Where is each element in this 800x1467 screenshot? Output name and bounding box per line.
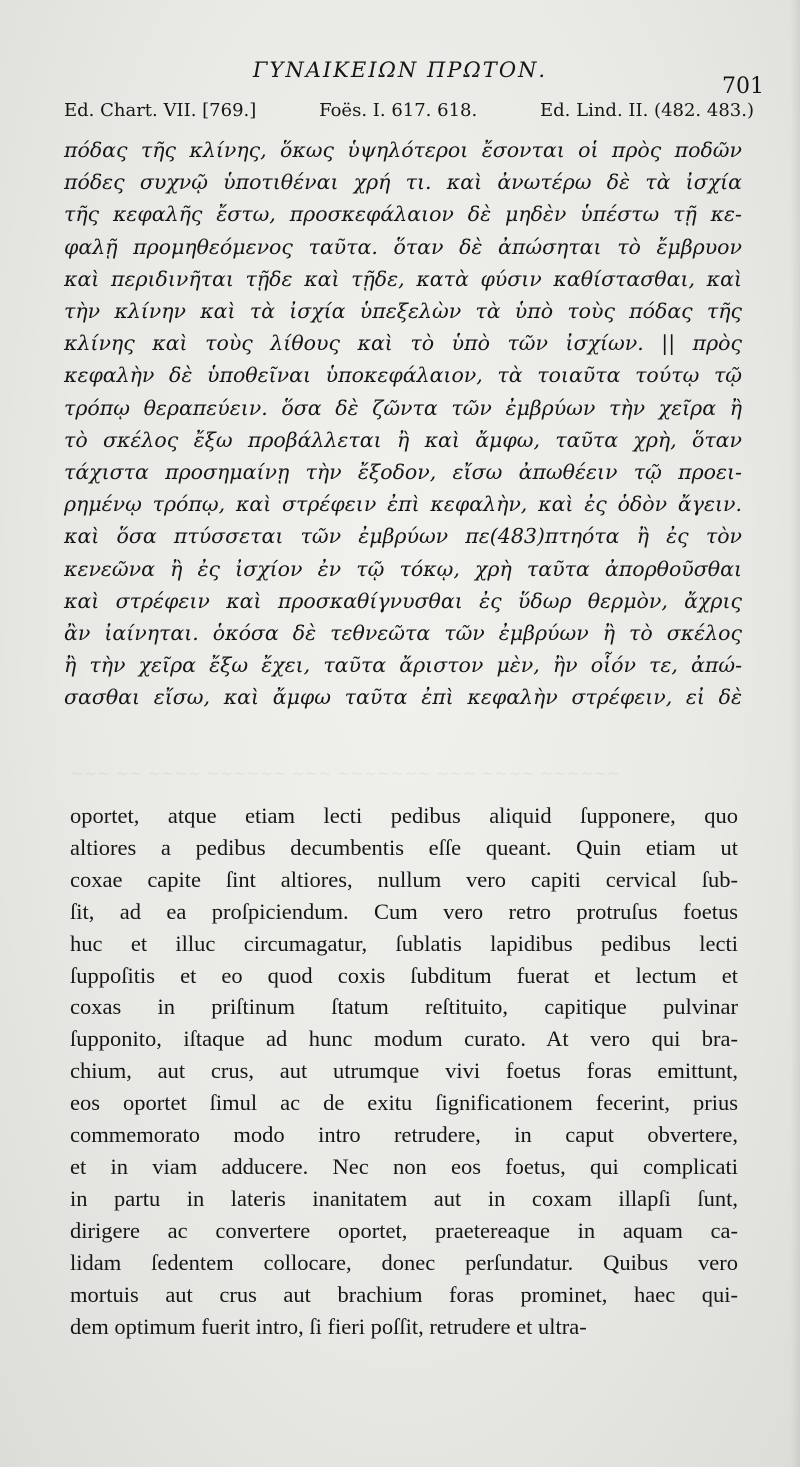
latin-line: lidam ſedentem collocare, donec perſundatur. Quibus vero (70, 1249, 738, 1275)
latin-line: altiores a pedibus decumbentis eſſe queant. Quin etiam ut (70, 834, 738, 860)
latin-line: ſuppoſitis et eo quod coxis ſubditum fuerat et lectum et (70, 962, 738, 988)
linden-edition-reference: Ed. Lind. II. (482. 483.) (540, 100, 754, 121)
latin-line: chium, aut crus, aut utrumque vivi foetus foras emittunt, (70, 1058, 738, 1084)
greek-line: τῆς κεφαλῆς ἔστω, προσκεφάλαιον δὲ μηδὲν ὑπέστω τῇ κε- (64, 202, 742, 227)
greek-line: καὶ στρέφειν καὶ προσκαθίγνυσθαι ἐς ὕδωρ θερμὸν, ἄχρις (64, 588, 742, 613)
latin-line: dirigere ac convertere oportet, praetereaque in aquam ca- (70, 1217, 738, 1243)
foesius-edition-reference: Foës. I. 617. 618. (319, 100, 478, 121)
latin-line: huc et illuc circumagatur, ſublatis lapidibus pedibus lecti (70, 930, 738, 956)
latin-line: mortuis aut crus aut brachium foras prominet, haec qui- (70, 1281, 738, 1307)
greek-line: τρόπῳ θεραπεύειν. ὅσα δὲ ζῶντα τῶν ἐμβρύων τὴν χεῖρα ἢ (64, 395, 742, 420)
greek-line: κενεῶνα ἢ ἐς ἰσχίον ἐν τῷ τόκῳ, χρὴ ταῦτα ἀπορθοῦσθαι (64, 556, 742, 581)
greek-line: καὶ περιδινῆται τῇδε καὶ τῇδε, κατὰ φύσιν καθίστασθαι, καὶ (64, 266, 742, 291)
page-number: 701 (722, 74, 764, 99)
edition-references (64, 100, 754, 121)
latin-text-block (70, 800, 738, 1342)
greek-line: ἂν ἰαίνηται. ὁκόσα δὲ τεθνεῶτα τῶν ἐμβρύων ἢ τὸ σκέλος (64, 621, 742, 646)
latin-line: dem optimum fuerit intro, ſi fieri poſſit, retrudere et ultra- (70, 1313, 587, 1339)
running-head: ΓΥΝΑΙΚΕΙΩΝ ΠΡΩΤΟΝ. (252, 58, 548, 82)
latin-line: eos oportet ſimul ac de exitu ſignificationem fecerint, prius (70, 1090, 738, 1116)
page-edge-shadow (790, 0, 800, 1467)
latin-line: commemorato modo intro retrudere, in caput obvertere, (70, 1122, 738, 1148)
greek-line: πόδες συχνῷ ὑποτιθέναι χρή τι. καὶ ἀνωτέρω δὲ τὰ ἰσχία (64, 170, 742, 195)
greek-line: φαλῇ προμηθεόμενος ταῦτα. ὅταν δὲ ἀπώσηται τὸ ἔμβρυον (64, 234, 742, 259)
latin-line: coxae capite ſint altiores, nullum vero capiti cervical ſub- (70, 866, 738, 892)
show-through-mark: ~~~ ~~ ~~~~ ~~~~~~ ~~~ ~~~~~~~ ~~~ ~~~~ ~~~~~~ (70, 764, 621, 783)
latin-line: coxas in priſtinum ſtatum reſtituito, capitique pulvinar (70, 994, 738, 1020)
greek-line: κλίνης καὶ τοὺς λίθους καὶ τὸ ὑπὸ τῶν ἰσχίων. || πρὸς (64, 331, 742, 356)
greek-text-block (64, 134, 742, 714)
latin-line: oportet, atque etiam lecti pedibus aliquid ſupponere, quo (70, 803, 738, 828)
latin-line: ſit, ad ea proſpiciendum. Cum vero retro protruſus foetus (70, 898, 738, 924)
greek-line: τὴν κλίνην καὶ τὰ ἰσχία ὑπεξελὼν τὰ ὑπὸ τοὺς πόδας τῆς (64, 299, 742, 324)
greek-line: καὶ ὅσα πτύσσεται τῶν ἐμβρύων πε(483)πτηότα ἢ ἐς τὸν (64, 524, 742, 549)
greek-line: σασθαι εἴσω, καὶ ἄμφω ταῦτα ἐπὶ κεφαλὴν στρέφειν, εἰ δὲ (64, 685, 742, 710)
chartier-edition-reference: Ed. Chart. VII. [769.] (64, 100, 257, 121)
greek-line: κεφαλὴν δὲ ὑποθεῖναι ὑποκεφάλαιον, τὰ τοιαῦτα τούτῳ τῷ (64, 363, 742, 388)
greek-line: πόδας τῆς κλίνης, ὅκως ὑψηλότεροι ἔσονται οἱ πρὸς ποδῶν (64, 138, 742, 162)
greek-line: ἢ τὴν χεῖρα ἔξω ἔχει, ταῦτα ἄριστον μὲν, ἢν οἷόν τε, ἀπώ- (64, 653, 742, 678)
latin-line: ſupponito, iſtaque ad hunc modum curato. At vero qui bra- (70, 1026, 738, 1052)
greek-line: ρημένῳ τρόπῳ, καὶ στρέφειν ἐπὶ κεφαλὴν, καὶ ἐς ὁδὸν ἄγειν. (64, 492, 742, 517)
latin-line: in partu in lateris inanitatem aut in coxam illapſi ſunt, (70, 1185, 738, 1211)
greek-line: τὸ σκέλος ἔξω προβάλλεται ἢ καὶ ἄμφω, ταῦτα χρὴ, ὅταν (64, 427, 742, 452)
latin-line: et in viam adducere. Nec non eos foetus, qui complicati (70, 1153, 738, 1179)
greek-line: τάχιστα προσημαίνῃ τὴν ἔξοδον, εἴσω ἀπωθέειν τῷ προει- (64, 460, 742, 485)
show-through-texture (70, 764, 730, 783)
